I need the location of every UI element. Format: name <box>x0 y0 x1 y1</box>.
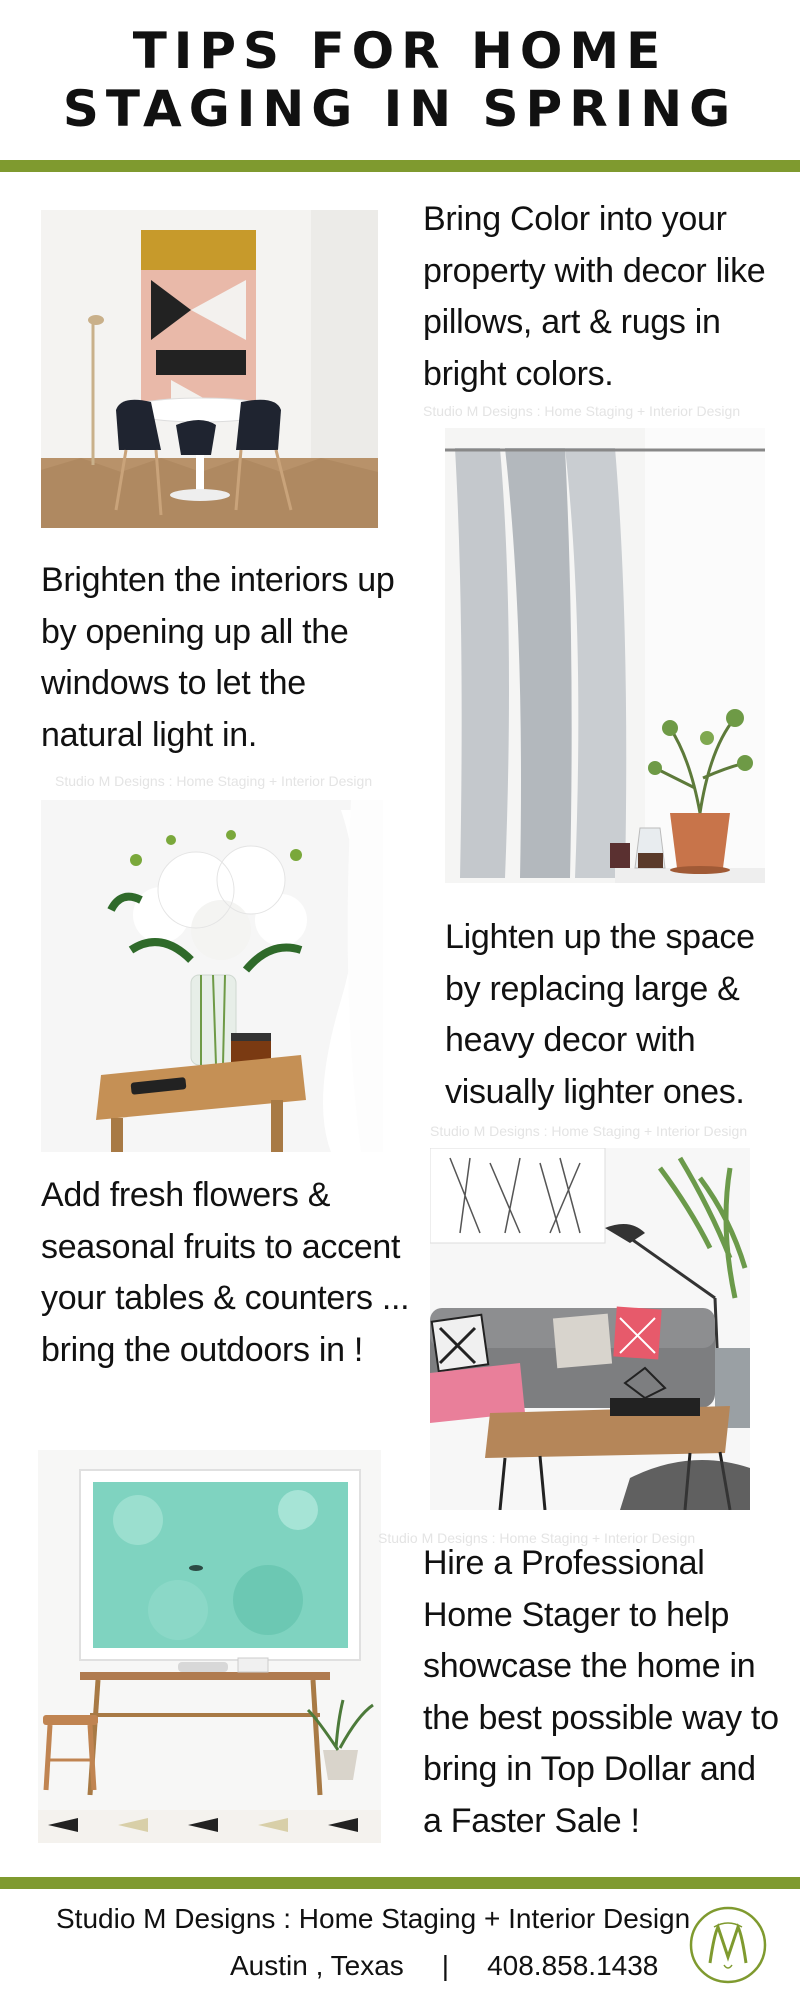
tip-brighten-interiors: Brighten the interiors up by opening up all the windows to let the natural light in. <box>41 561 395 754</box>
bottom-divider <box>0 1877 800 1889</box>
curtains-window-photo <box>445 428 765 883</box>
watermark-2: Studio M Designs : Home Staging + Interior Design <box>55 773 373 789</box>
title-line-2: STAGING IN SPRING <box>62 80 738 138</box>
dining-room-photo <box>41 210 378 528</box>
title-line-1: TIPS FOR HOME <box>132 22 668 80</box>
tip-bring-color: Bring Color into your property with decor like pillows, art & rugs in bright colors. <box>423 200 766 393</box>
watermark-4: Studio M Designs : Home Staging + Interior Design <box>378 1530 696 1546</box>
tip-hire-professional: Hire a Professional Home Stager to help showcase the home in the best possible way to bring in Top Dollar and a Faster Sale ! <box>423 1544 779 1840</box>
watermark-1: Studio M Designs : Home Staging + Interior Design <box>423 403 741 419</box>
watermark-3: Studio M Designs : Home Staging + Interior Design <box>430 1123 748 1139</box>
top-divider <box>0 160 800 172</box>
flowers-table-photo <box>41 800 383 1152</box>
studio-m-logo-icon <box>688 1905 768 1985</box>
footer-city: Austin , Texas <box>230 1950 404 1981</box>
pool-art-console-photo <box>38 1450 381 1843</box>
living-room-photo <box>430 1148 750 1510</box>
page-title <box>0 22 800 138</box>
footer-phone: 408.858.1438 <box>487 1950 659 1981</box>
footer-separator: | <box>441 1950 450 1981</box>
footer-contact <box>230 1950 658 1982</box>
tip-fresh-flowers: Add fresh flowers & seasonal fruits to accent your tables & counters ... bring the outdoors in ! <box>41 1176 410 1369</box>
footer-company: Studio M Designs : Home Staging + Interior Design <box>56 1903 691 1934</box>
tip-lighten-space: Lighten up the space by replacing large & heavy decor with visually lighter ones. <box>445 918 755 1111</box>
